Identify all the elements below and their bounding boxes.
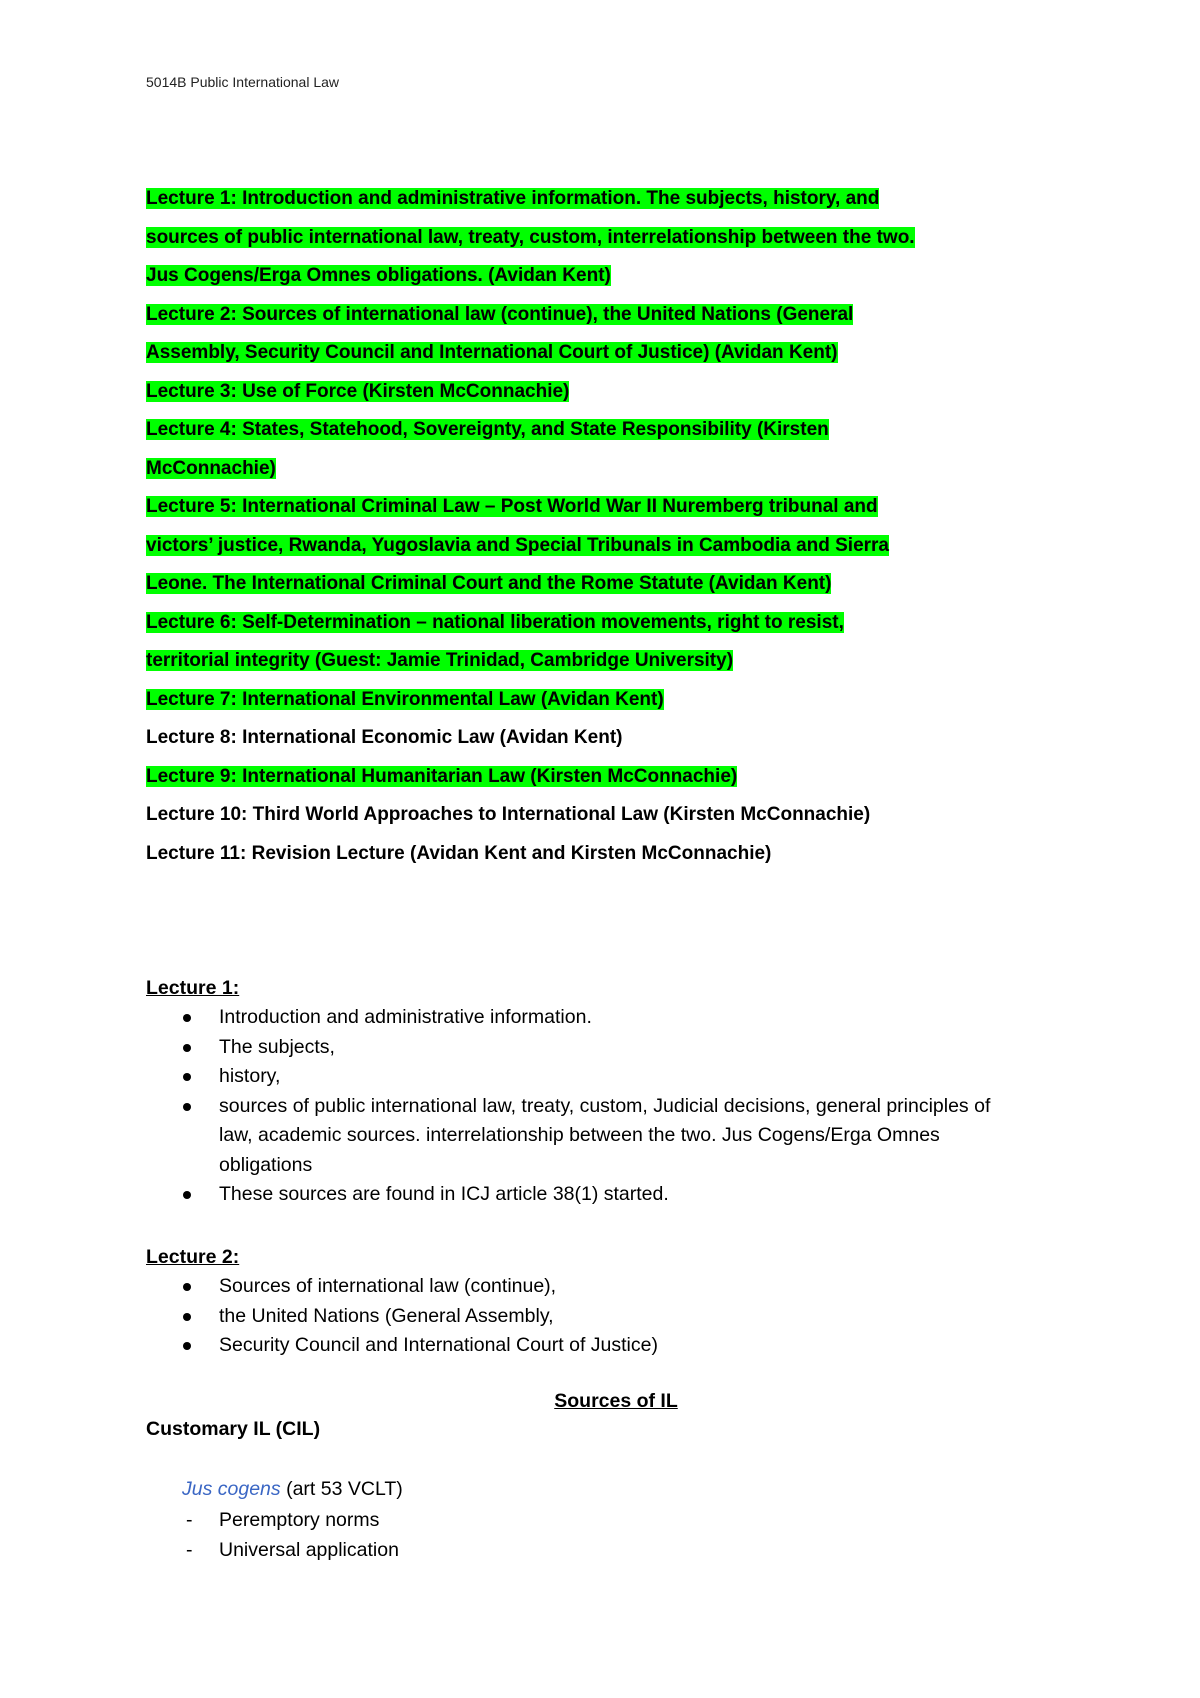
- jus-cogens-reference: (art 53 VCLT): [280, 1478, 403, 1500]
- bullet-icon: [183, 1073, 191, 1081]
- lecture-line-text: Assembly, Security Council and International Court of Justice) (Avidan Kent): [146, 342, 838, 363]
- lecture-line: [146, 219, 1086, 258]
- dash-icon: -: [186, 1509, 193, 1531]
- customary-il-heading: Customary IL (CIL): [146, 1418, 321, 1440]
- bullet-icon: [183, 1313, 191, 1321]
- lecture-line: [146, 450, 1086, 489]
- lecture-line: [146, 488, 1086, 527]
- lecture-line: [146, 642, 1086, 681]
- dash-icon: -: [186, 1538, 193, 1561]
- bullet-icon: [183, 1191, 191, 1199]
- lecture-line: [146, 719, 1086, 758]
- list-item: - Universal application: [146, 1536, 399, 1566]
- list-item: - Peremptory norms: [146, 1506, 399, 1536]
- lecture-line: [146, 527, 1086, 566]
- bullet-icon: [183, 1103, 191, 1111]
- document-header: 5014B Public International Law: [146, 74, 340, 90]
- lecture-line-text: victors’ justice, Rwanda, Yugoslavia and Special Tribunals in Cambodia and Sierra: [146, 534, 890, 556]
- lecture-line-text: Lecture 10: Third World Approaches to International Law (Kirsten McConnachie): [146, 804, 871, 825]
- lecture-line-text: Lecture 8: International Economic Law (Avidan Kent): [146, 727, 623, 748]
- lecture-line-text: Lecture 4: States, Statehood, Sovereignty, and State Responsibility (Kirsten: [146, 419, 829, 440]
- bullet-icon: [183, 1283, 191, 1291]
- lecture-line: [146, 681, 1086, 720]
- lecture-2-notes: [146, 1243, 1086, 1361]
- lecture-schedule: [146, 180, 1086, 873]
- bullet-icon: [183, 1014, 191, 1022]
- lecture-line-text: Lecture 3: Use of Force (Kirsten McConnachie): [146, 380, 570, 402]
- lecture-1-heading: Lecture 1:: [146, 977, 240, 999]
- lecture-line-text: sources of public international law, treaty, custom, interrelationship between the two.: [146, 226, 915, 248]
- lecture-line: [146, 334, 1086, 373]
- lecture-line-text: McConnachie): [146, 457, 276, 479]
- lecture-line: [146, 180, 1086, 219]
- list-item: These sources are found in ICJ article 38(1) started.: [146, 1180, 1086, 1210]
- lecture-line: [146, 565, 1086, 604]
- list-item: The subjects,: [146, 1033, 1086, 1063]
- lecture-line-text: Lecture 9: International Humanitarian Law (Kirsten McConnachie): [146, 765, 738, 787]
- lecture-line-text: Leone. The International Criminal Court and the Rome Statute (Avidan Kent): [146, 573, 832, 594]
- lecture-line-text: Lecture 5: International Criminal Law – Post World War II Nuremberg tribunal and: [146, 496, 878, 517]
- lecture-line: [146, 411, 1086, 450]
- lecture-line-text: Lecture 11: Revision Lecture (Avidan Kent and Kirsten McConnachie): [146, 842, 772, 864]
- lecture-line-text: Lecture 1: Introduction and administrative information. The subjects, history, and: [146, 188, 880, 209]
- list-item: the United Nations (General Assembly,: [146, 1302, 1086, 1332]
- lecture-1-bullet-list: [146, 1003, 1086, 1210]
- list-item: Sources of international law (continue),: [146, 1272, 1086, 1302]
- lecture-2-bullet-list: [146, 1272, 1086, 1361]
- lecture-line-text: Jus Cogens/Erga Omnes obligations. (Avidan Kent): [146, 265, 611, 286]
- jus-cogens-points: [146, 1506, 399, 1565]
- lecture-line: [146, 796, 1086, 835]
- sources-heading: Sources of IL: [554, 1390, 678, 1412]
- lecture-line: [146, 296, 1086, 335]
- list-item: Introduction and administrative information.: [146, 1003, 1086, 1033]
- list-item: history,: [146, 1062, 1086, 1092]
- lecture-line: [146, 604, 1086, 643]
- lecture-line-text: Lecture 2: Sources of international law (continue), the United Nations (General: [146, 303, 854, 325]
- lecture-line-text: Lecture 6: Self-Determination – national liberation movements, right to resist,: [146, 611, 844, 633]
- list-item: sources of public international law, treaty, custom, Judicial decisions, general principles of law, academic sources. interrelationship between the two. Jus Cogens/Erga Omnes obligations: [146, 1092, 1086, 1181]
- bullet-icon: [183, 1342, 191, 1350]
- jus-cogens-line: [182, 1478, 403, 1501]
- lecture-1-notes: [146, 974, 1086, 1210]
- lecture-line: [146, 835, 1086, 874]
- list-item: Security Council and International Court of Justice): [146, 1331, 1086, 1361]
- lecture-line-text: Lecture 7: International Environmental Law (Avidan Kent): [146, 688, 664, 710]
- lecture-line: [146, 257, 1086, 296]
- lecture-line: [146, 373, 1086, 412]
- lecture-line-text: territorial integrity (Guest: Jamie Trinidad, Cambridge University): [146, 650, 734, 671]
- jus-cogens-term: Jus cogens: [182, 1478, 281, 1500]
- lecture-line: [146, 758, 1086, 797]
- lecture-2-heading: Lecture 2:: [146, 1246, 240, 1268]
- bullet-icon: [183, 1044, 191, 1052]
